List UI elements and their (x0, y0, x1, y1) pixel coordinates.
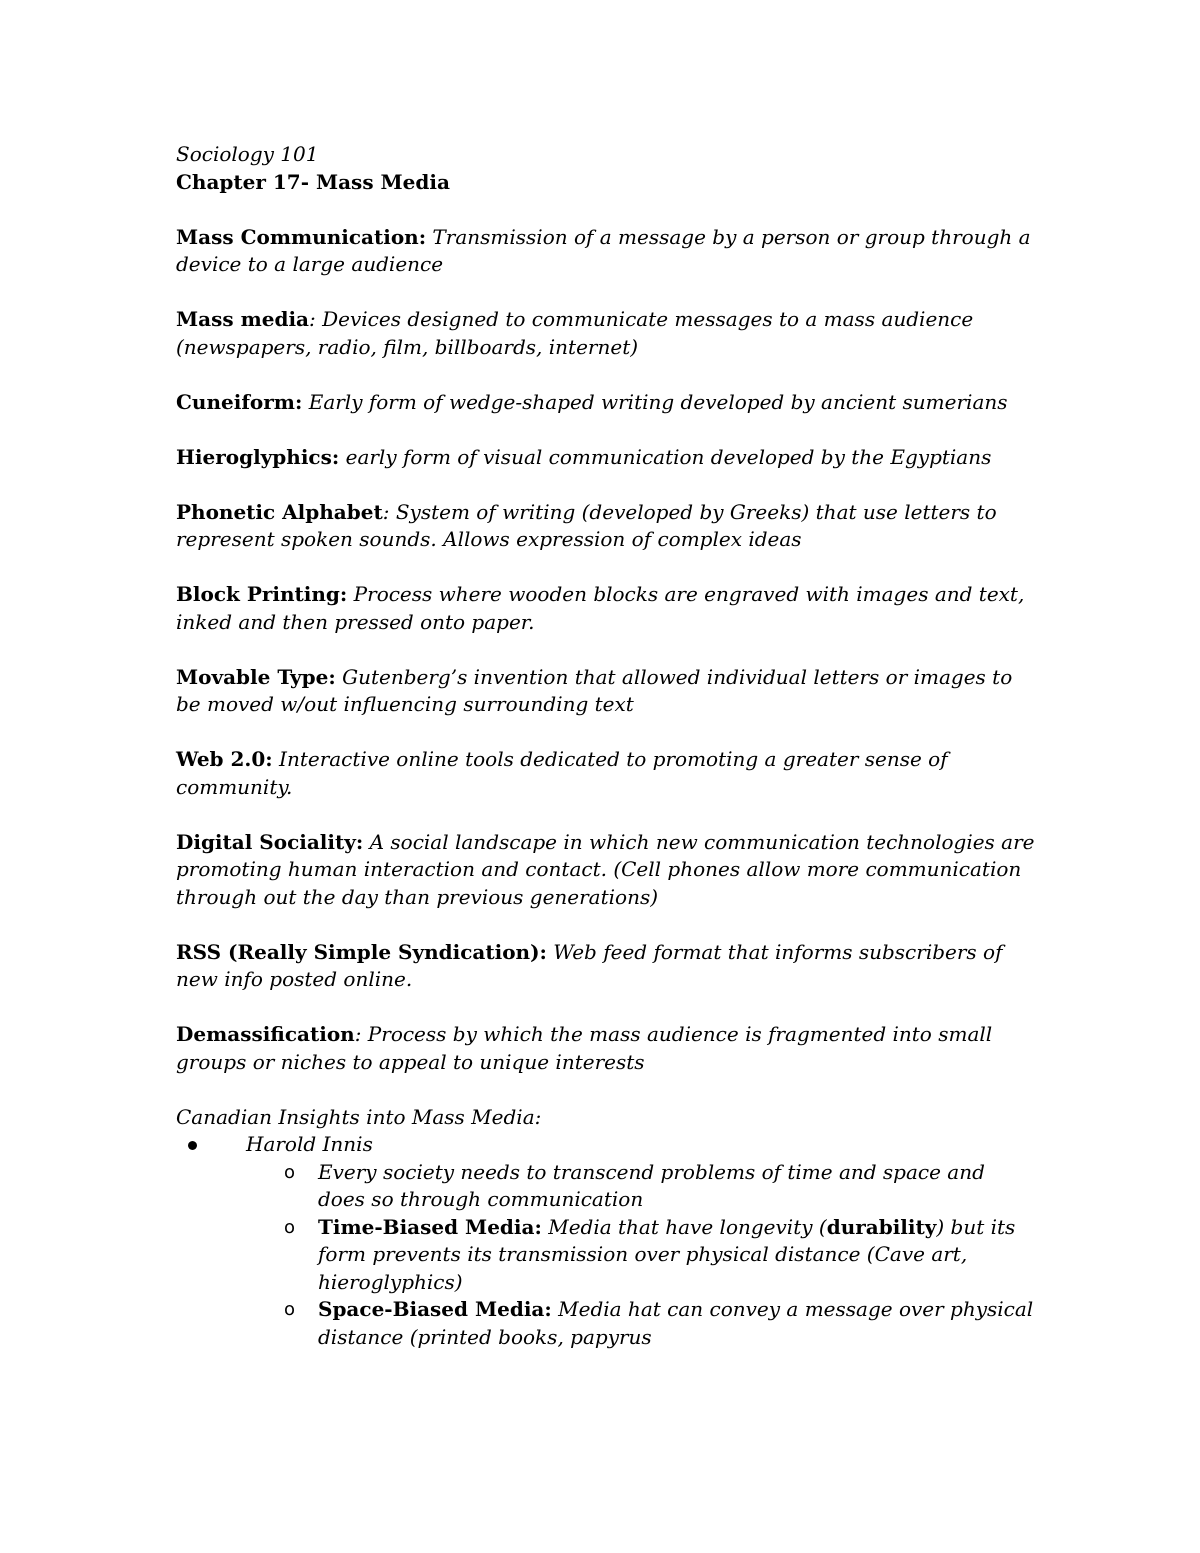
definition-term: Movable Type: (176, 664, 336, 689)
definition-movable-type (176, 664, 1036, 719)
definition-term: Block Printing: (176, 582, 348, 606)
definition-mass-communication (176, 224, 1036, 279)
definition-text: Transmission of a message by a person or group through a device to a large audience (176, 224, 1031, 276)
sub-item-term: Space-Biased Media: (318, 1297, 552, 1321)
definition-term: Mass media (176, 307, 310, 331)
sub-item-emphasis: durability (826, 1214, 937, 1239)
circle-bullet-icon: o (284, 1161, 296, 1183)
definition-hieroglyphics (176, 444, 1036, 472)
chapter-title: Chapter 17- Mass Media (176, 169, 450, 194)
definition-text: Interactive online tools dedicated to promoting a greater sense of community. (176, 747, 948, 799)
sub-item-text: Media hat can convey a message over physical distance (printed books, papyrus (318, 1297, 1034, 1349)
bullet-icon (188, 1141, 197, 1150)
definition-term: Phonetic Alphabet (176, 499, 383, 524)
sub-item-text: ) but its form prevents its transmission over physical distance (Cave art, hieroglyphics) (318, 1214, 1016, 1294)
circle-bullet-icon: o (284, 1299, 296, 1320)
definition-text: Early form of wedge-shaped writing developed by ancient sumerians (302, 389, 1008, 414)
sub-item-text: Every society needs to transcend problems of time and space and does so through communication (318, 1159, 985, 1211)
document-page (176, 141, 1036, 1351)
definition-term: Mass Communication: (176, 224, 427, 249)
definition-text: Web feed format that informs subscribers of new info posted online. (176, 939, 1003, 991)
sub-item-term: Time-Biased Media: (318, 1214, 542, 1239)
definition-phonetic-alphabet (176, 499, 1036, 554)
definition-text: Gutenberg’s invention that allowed individual letters or images to be moved w/out influencing surrounding text (176, 664, 1013, 716)
definition-web-2 (176, 746, 1036, 801)
course-title: Sociology 101 (176, 142, 319, 166)
definition-text: Process where wooden blocks are engraved with images and text, inked and then pressed onto paper. (176, 582, 1025, 634)
sub-item-space-biased (176, 1296, 1036, 1351)
circle-bullet-icon: o (284, 1216, 296, 1238)
definition-term: Demassification (176, 1022, 355, 1046)
list-item-harold-innis (176, 1131, 1036, 1159)
sub-item-time-space (176, 1159, 1036, 1214)
definition-text: : Devices designed to communicate messages to a mass audience (newspapers, radio, film, billboards, internet) (176, 307, 974, 359)
definition-digital-sociality (176, 829, 1036, 912)
definition-term: Cuneiform: (176, 389, 303, 414)
definition-text: A social landscape in which new communication technologies are promoting human interaction and contact. (Cell phones allow more communication through out the day than previous generations) (176, 829, 1035, 909)
definition-text: : System of writing (developed by Greeks) that use letters to represent spoken sounds. Allows expression of complex ideas (176, 499, 997, 551)
definition-text: : Process by which the mass audience is fragmented into small groups or niches to appeal to unique interests (176, 1022, 993, 1074)
definition-term: Web 2.0: (176, 747, 273, 771)
definition-text: early form of visual communication developed by the Egyptians (339, 444, 992, 469)
bullet-text: Harold Innis (246, 1132, 373, 1156)
definition-block-printing (176, 581, 1036, 636)
definition-term: Digital Sociality: (176, 829, 364, 854)
sub-item-time-biased (176, 1214, 1036, 1297)
definition-term: RSS (Really Simple Syndication): (176, 939, 547, 964)
definition-demassification (176, 1021, 1036, 1076)
section-title: Canadian Insights into Mass Media: (176, 1104, 542, 1129)
sub-item-text: Media that have longevity ( (541, 1214, 827, 1239)
definition-rss (176, 939, 1036, 994)
definition-term: Hieroglyphics: (176, 444, 340, 469)
definition-mass-media (176, 306, 1036, 361)
definition-cuneiform (176, 389, 1036, 417)
